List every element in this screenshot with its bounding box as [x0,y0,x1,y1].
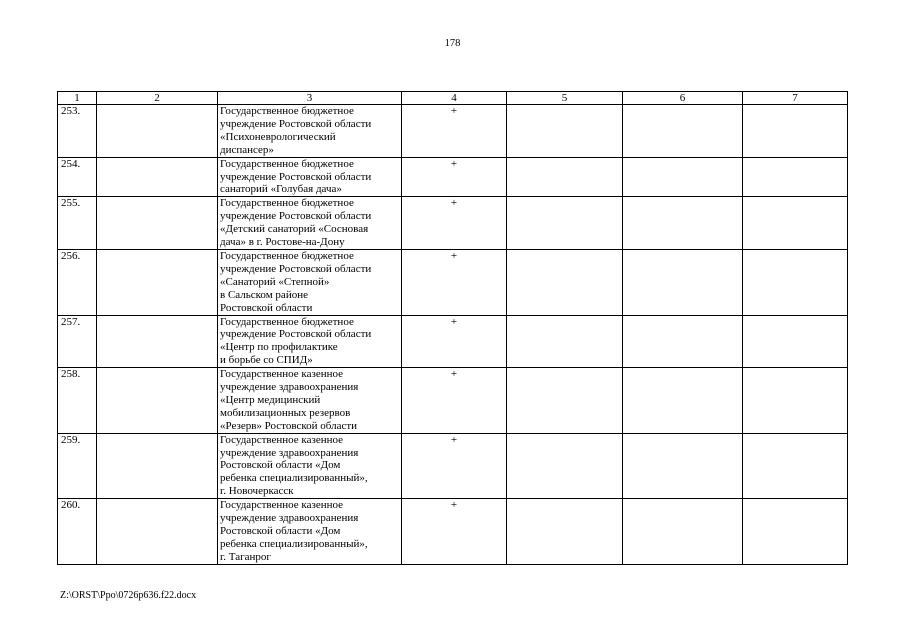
row-cell-col2 [97,315,218,368]
institution-name: Государственное бюджетное учреждение Ростовской области санаторий «Голубая дача» [218,157,402,197]
row-cell-col5 [507,315,623,368]
row-cell-col7 [743,249,848,315]
row-cell-col7 [743,499,848,565]
row-cell-col4: + [402,249,507,315]
row-cell-col4: + [402,433,507,499]
row-cell-col2 [97,157,218,197]
column-header: 1 [58,92,97,105]
row-cell-col4: + [402,368,507,434]
table-row [58,249,848,315]
institution-name: Государственное бюджетное учреждение Ростовской области «Санаторий «Степной» в Сальском районе Ростовской области [218,249,402,315]
row-number: 255. [58,197,97,250]
row-cell-col2 [97,105,218,158]
row-cell-col6 [623,315,743,368]
row-cell-col7 [743,105,848,158]
institution-name: Государственное бюджетное учреждение Ростовской области «Центр по профилактике и борьбе со СПИД» [218,315,402,368]
column-header: 3 [218,92,402,105]
row-cell-col6 [623,157,743,197]
row-cell-col5 [507,433,623,499]
institution-name: Государственное бюджетное учреждение Ростовской области «Детский санаторий «Сосновая дача» в г. Ростове-на-Дону [218,197,402,250]
column-header: 5 [507,92,623,105]
row-cell-col5 [507,499,623,565]
row-cell-col5 [507,105,623,158]
row-cell-col5 [507,157,623,197]
column-header: 4 [402,92,507,105]
row-number: 258. [58,368,97,434]
table-row [58,157,848,197]
row-cell-col2 [97,499,218,565]
row-cell-col4: + [402,315,507,368]
footer-file-path: Z:\ORST\Ppo\0726p636.f22.docx [60,590,197,601]
row-cell-col7 [743,315,848,368]
row-number: 257. [58,315,97,368]
institution-name: Государственное казенное учреждение здравоохранения Ростовской области «Дом ребенка специализированный», г. Таганрог [218,499,402,565]
row-cell-col2 [97,197,218,250]
row-cell-col7 [743,197,848,250]
table-row [58,197,848,250]
column-header: 2 [97,92,218,105]
institution-name: Государственное бюджетное учреждение Ростовской области «Психоневрологический диспансер» [218,105,402,158]
row-cell-col6 [623,368,743,434]
table-row [58,499,848,565]
row-cell-col6 [623,433,743,499]
row-number: 259. [58,433,97,499]
row-cell-col6 [623,197,743,250]
row-cell-col7 [743,433,848,499]
row-cell-col6 [623,499,743,565]
table-row [58,315,848,368]
row-cell-col4: + [402,197,507,250]
table-row [58,105,848,158]
row-cell-col2 [97,249,218,315]
table-header-row [58,92,848,105]
column-header: 7 [743,92,848,105]
row-cell-col5 [507,249,623,315]
row-number: 254. [58,157,97,197]
row-number: 260. [58,499,97,565]
row-cell-col7 [743,368,848,434]
row-cell-col4: + [402,157,507,197]
row-cell-col4: + [402,499,507,565]
institutions-table [57,91,848,565]
table-row [58,433,848,499]
table-row [58,368,848,434]
column-header: 6 [623,92,743,105]
row-cell-col2 [97,433,218,499]
row-number: 253. [58,105,97,158]
row-cell-col6 [623,105,743,158]
row-cell-col4: + [402,105,507,158]
institution-name: Государственное казенное учреждение здравоохранения Ростовской области «Дом ребенка специализированный», г. Новочеркасск [218,433,402,499]
row-cell-col2 [97,368,218,434]
row-cell-col7 [743,157,848,197]
row-cell-col5 [507,368,623,434]
row-cell-col5 [507,197,623,250]
institution-name: Государственное казенное учреждение здравоохранения «Центр медицинский мобилизационных резервов «Резерв» Ростовской области [218,368,402,434]
page-number: 178 [444,38,461,49]
row-cell-col6 [623,249,743,315]
row-number: 256. [58,249,97,315]
